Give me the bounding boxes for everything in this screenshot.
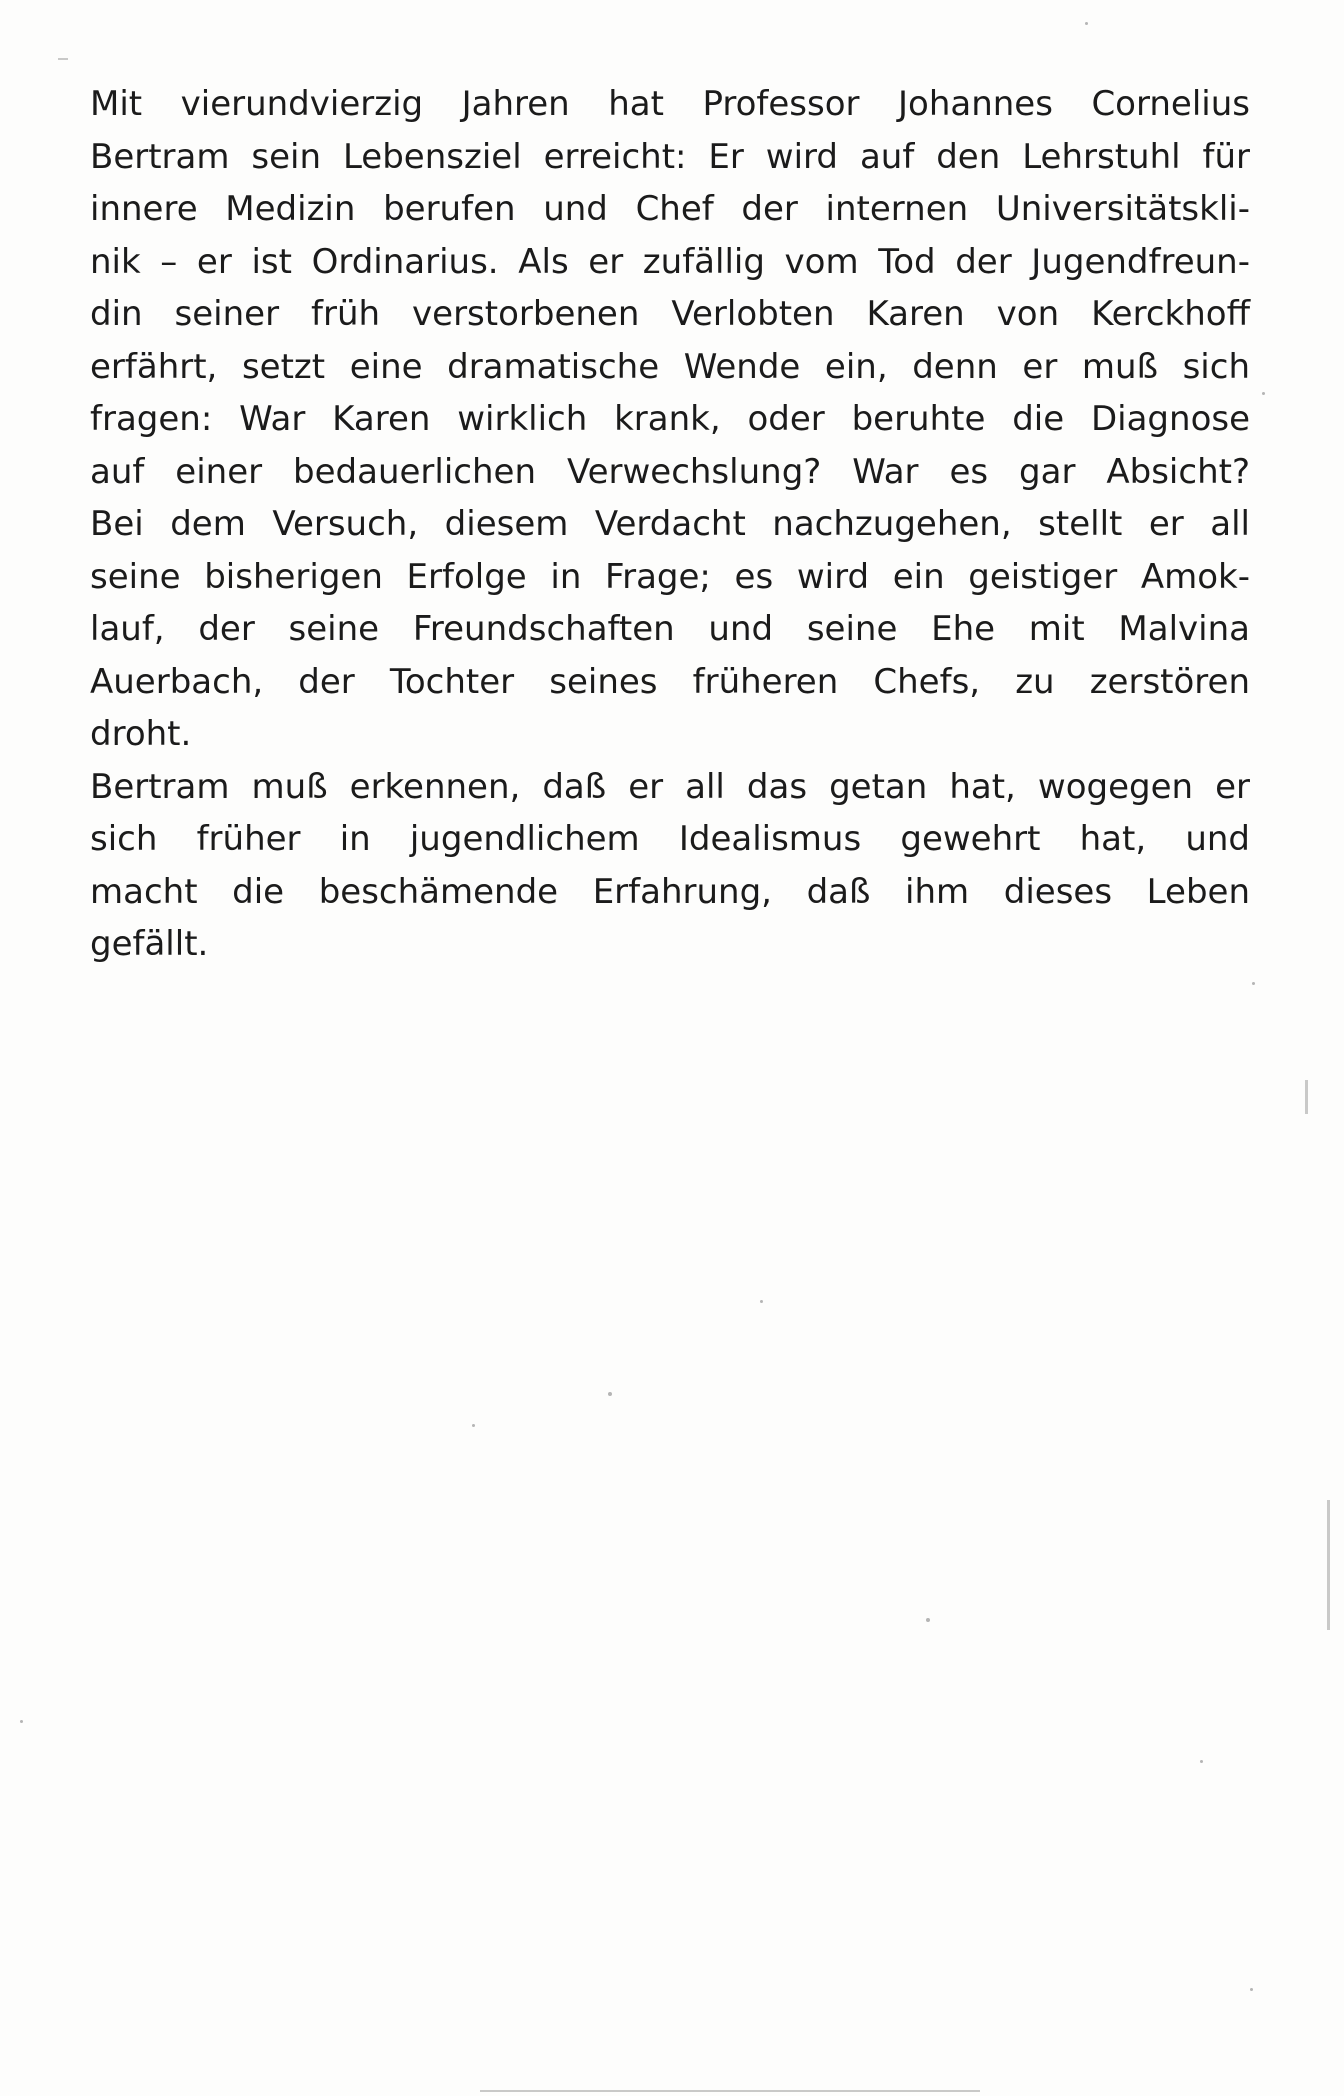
text-line: Bertram muß erkennen, daß er all das getan hat, wogegen er xyxy=(90,766,1250,807)
text-line: Mit vierundvierzig Jahren hat Professor Johannes Cornelius xyxy=(90,84,1250,124)
paper-speck xyxy=(760,1300,763,1303)
text-line: lauf, der seine Freundschaften und seine Ehe mit Malvina xyxy=(90,609,1250,649)
paper-speck xyxy=(20,1720,23,1723)
text-line: gefällt. xyxy=(90,924,209,964)
paper-edge-mark xyxy=(58,58,68,60)
paper-edge-mark xyxy=(480,2090,980,2092)
paper-speck xyxy=(608,1392,612,1396)
text-line: erfährt, setzt eine dramatische Wende ein, denn er muß sich xyxy=(90,346,1250,387)
blurb-text xyxy=(90,78,1250,971)
paper-edge-mark xyxy=(1327,1500,1330,1630)
paper-speck xyxy=(1200,1760,1203,1763)
paper-speck xyxy=(1252,982,1255,985)
paper-speck xyxy=(472,1424,475,1427)
paper-speck xyxy=(926,1618,930,1622)
text-line: fragen: War Karen wirklich krank, oder beruhte die Diagnose xyxy=(90,399,1250,439)
paper-speck xyxy=(1250,1988,1253,1991)
text-line: sich früher in jugendlichem Idealismus gewehrt hat, und xyxy=(90,819,1250,859)
text-line: Bei dem Versuch, diesem Verdacht nachzugehen, stellt er all xyxy=(90,504,1250,544)
text-line: auf einer bedauerlichen Verwechslung? War es gar Absicht? xyxy=(90,451,1250,492)
text-line: seine bisherigen Erfolge in Frage; es wird ein geistiger Amok- xyxy=(90,556,1250,597)
paper-speck xyxy=(1085,22,1088,25)
paper-edge-mark xyxy=(1305,1080,1308,1114)
text-line: macht die beschämende Erfahrung, daß ihm dieses Leben xyxy=(90,871,1250,912)
text-line: din seiner früh verstorbenen Verlobten Karen von Kerckhoff xyxy=(90,294,1250,334)
text-line: nik – er ist Ordinarius. Als er zufällig vom Tod der Jugendfreun- xyxy=(90,241,1250,282)
text-line: Auerbach, der Tochter seines früheren Chefs, zu zerstören xyxy=(90,661,1250,702)
text-line: innere Medizin berufen und Chef der internen Universitätskli- xyxy=(90,189,1250,229)
paper-speck xyxy=(1262,392,1265,395)
text-line: Bertram sein Lebensziel erreicht: Er wird auf den Lehrstuhl für xyxy=(90,136,1250,177)
text-line: droht. xyxy=(90,714,192,754)
